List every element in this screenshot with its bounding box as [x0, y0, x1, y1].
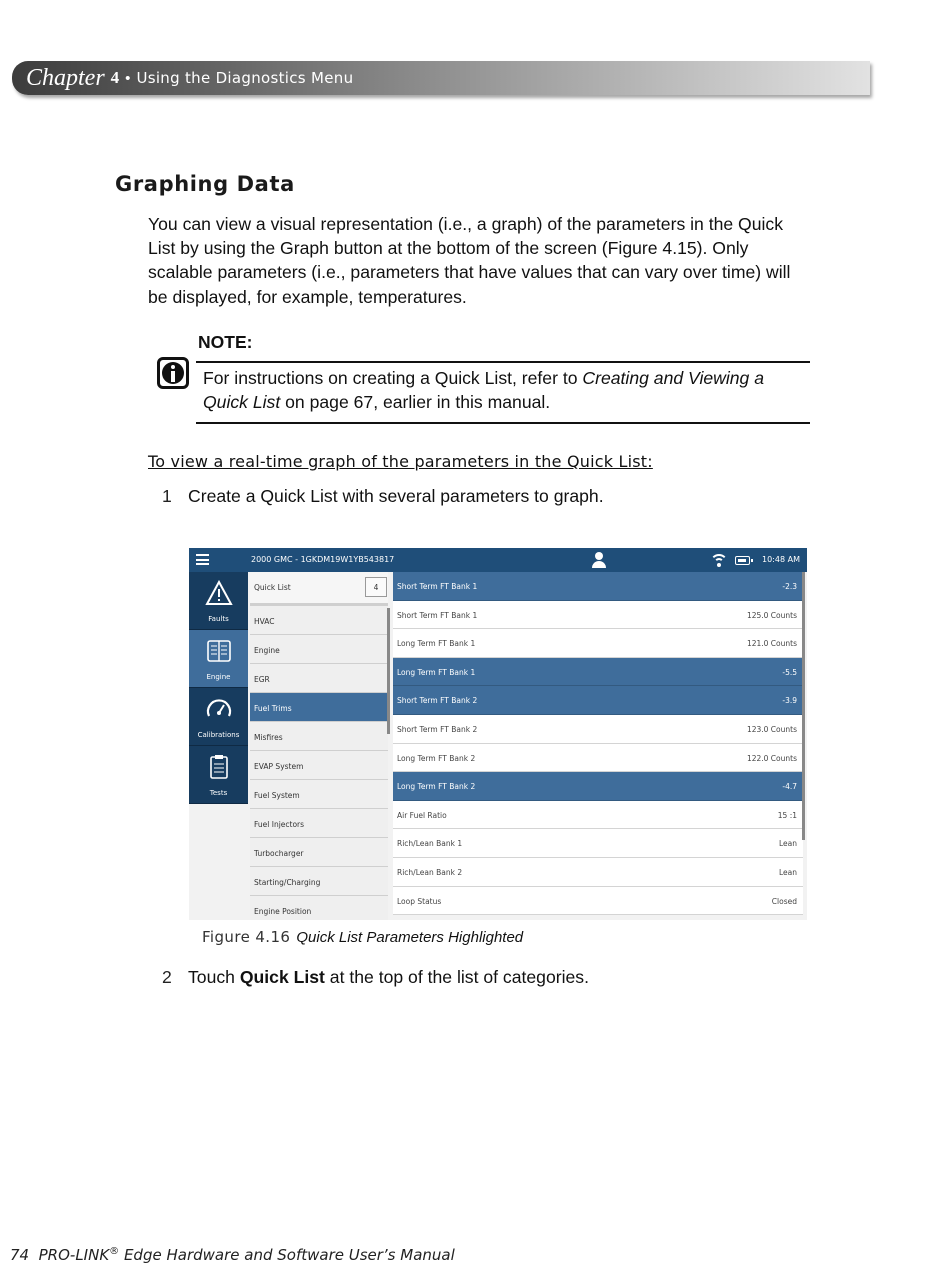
note-text: [203, 366, 808, 414]
chapter-word: Chapter: [26, 64, 105, 91]
nav-label: Calibrations: [197, 731, 240, 739]
nav-label: Faults: [208, 615, 229, 623]
category-item[interactable]: Turbocharger: [250, 838, 388, 867]
chapter-number: 4: [110, 68, 120, 87]
vehicle-label: 2000 GMC - 1GKDM19W1YB543817: [251, 555, 395, 564]
parameter-row[interactable]: Rich/Lean Bank 1 Lean: [393, 829, 803, 858]
warning-triangle-icon: [205, 580, 233, 606]
parameter-list: [393, 572, 803, 915]
procedure-title: To view a real-time graph of the parameters in the Quick List:: [148, 452, 653, 471]
gauge-icon: [205, 696, 233, 722]
nav-faults-button[interactable]: [189, 572, 248, 630]
step-text: Create a Quick List with several parameters to graph.: [188, 486, 604, 506]
side-navigation: [189, 572, 248, 804]
info-icon: [157, 357, 189, 389]
note-label: NOTE:: [198, 332, 253, 352]
page-number: 74: [10, 1246, 30, 1264]
category-item[interactable]: EGR: [250, 664, 388, 693]
nav-label: Engine: [206, 673, 231, 681]
category-item[interactable]: Fuel System: [250, 780, 388, 809]
hamburger-menu-icon[interactable]: [196, 554, 209, 565]
note-text-after: on page 67, earlier in this manual.: [280, 392, 551, 412]
figure-screenshot: [189, 548, 807, 920]
app-top-bar: [189, 548, 807, 572]
battery-icon: [735, 556, 750, 565]
step-text-after: at the top of the list of categories.: [324, 967, 589, 987]
note-rule-top: [196, 361, 810, 363]
category-list: [250, 572, 388, 920]
figure-caption-text: Quick List Parameters Highlighted: [296, 929, 524, 946]
category-item[interactable]: Starting/Charging: [250, 867, 388, 896]
step-text-before: Touch: [188, 967, 240, 987]
chapter-title: Using the Diagnostics Menu: [136, 69, 354, 87]
parameter-row-highlighted[interactable]: Short Term FT Bank 1 -2.3: [393, 572, 803, 601]
clock-time: 10:48 AM: [762, 555, 800, 564]
category-scrollbar[interactable]: [387, 608, 390, 734]
note-rule-bottom: [196, 422, 810, 424]
category-item-selected[interactable]: Fuel Trims: [250, 693, 388, 722]
nav-label: Tests: [209, 789, 228, 797]
note-cross-reference: Creating and Viewing a Quick List: [203, 368, 765, 412]
step-bold-term: Quick List: [239, 967, 325, 987]
chapter-banner: [12, 61, 870, 95]
section-heading: Graphing Data: [115, 172, 295, 196]
parameter-row-highlighted[interactable]: Long Term FT Bank 2 -4.7: [393, 772, 803, 801]
figure-number: Figure 4.16: [202, 928, 291, 946]
manual-title: Edge Hardware and Software User’s Manual: [123, 1246, 455, 1264]
quick-list-label: Quick List: [254, 583, 291, 592]
nav-tests-button[interactable]: [189, 746, 248, 804]
parameter-row-highlighted[interactable]: Long Term FT Bank 1 -5.5: [393, 658, 803, 687]
category-item[interactable]: EVAP System: [250, 751, 388, 780]
technician-icon[interactable]: [591, 552, 607, 569]
category-item[interactable]: HVAC: [250, 606, 388, 635]
figure-caption: [202, 928, 523, 946]
chapter-separator: •: [125, 69, 131, 87]
category-item[interactable]: Fuel Injectors: [250, 809, 388, 838]
parameter-row[interactable]: Long Term FT Bank 2 122.0 Counts: [393, 744, 803, 773]
parameter-scrollbar[interactable]: [802, 572, 805, 840]
step-1: [162, 486, 604, 507]
parameter-row[interactable]: Loop Status Closed: [393, 887, 803, 916]
clipboard-icon: [205, 754, 233, 780]
step-number: 1: [162, 486, 172, 506]
step-2: [162, 967, 589, 988]
intro-paragraph: You can view a visual representation (i.e., a graph) of the parameters in the Quick List by using the Graph button at the bottom of the screen (Figure 4.15). Only scalable parameters (i.e., parameters that have values that can vary over time) will be displayed, for example, temperatures.: [148, 214, 791, 307]
nav-calibrations-button[interactable]: [189, 688, 248, 746]
category-item[interactable]: Misfires: [250, 722, 388, 751]
nav-engine-button[interactable]: [189, 630, 248, 688]
category-item[interactable]: Engine: [250, 635, 388, 664]
quick-list-button[interactable]: [250, 572, 388, 606]
engine-book-icon: [205, 638, 233, 664]
parameter-row[interactable]: Short Term FT Bank 1 125.0 Counts: [393, 601, 803, 630]
step-number: 2: [162, 967, 172, 987]
parameter-row[interactable]: Short Term FT Bank 2 123.0 Counts: [393, 715, 803, 744]
category-item[interactable]: Engine Position: [250, 896, 388, 920]
registered-mark: ®: [109, 1246, 120, 1257]
page-footer: [10, 1246, 455, 1264]
note-text-before: For instructions on creating a Quick List, refer to: [203, 368, 583, 388]
parameter-row[interactable]: Long Term FT Bank 1 121.0 Counts: [393, 629, 803, 658]
product-name: PRO-LINK: [38, 1246, 110, 1264]
parameter-row[interactable]: Air Fuel Ratio 15 :1: [393, 801, 803, 830]
quick-list-count: 4: [365, 577, 387, 597]
parameter-row[interactable]: Rich/Lean Bank 2 Lean: [393, 858, 803, 887]
wifi-icon: [710, 552, 728, 568]
parameter-row-highlighted[interactable]: Short Term FT Bank 2 -3.9: [393, 686, 803, 715]
